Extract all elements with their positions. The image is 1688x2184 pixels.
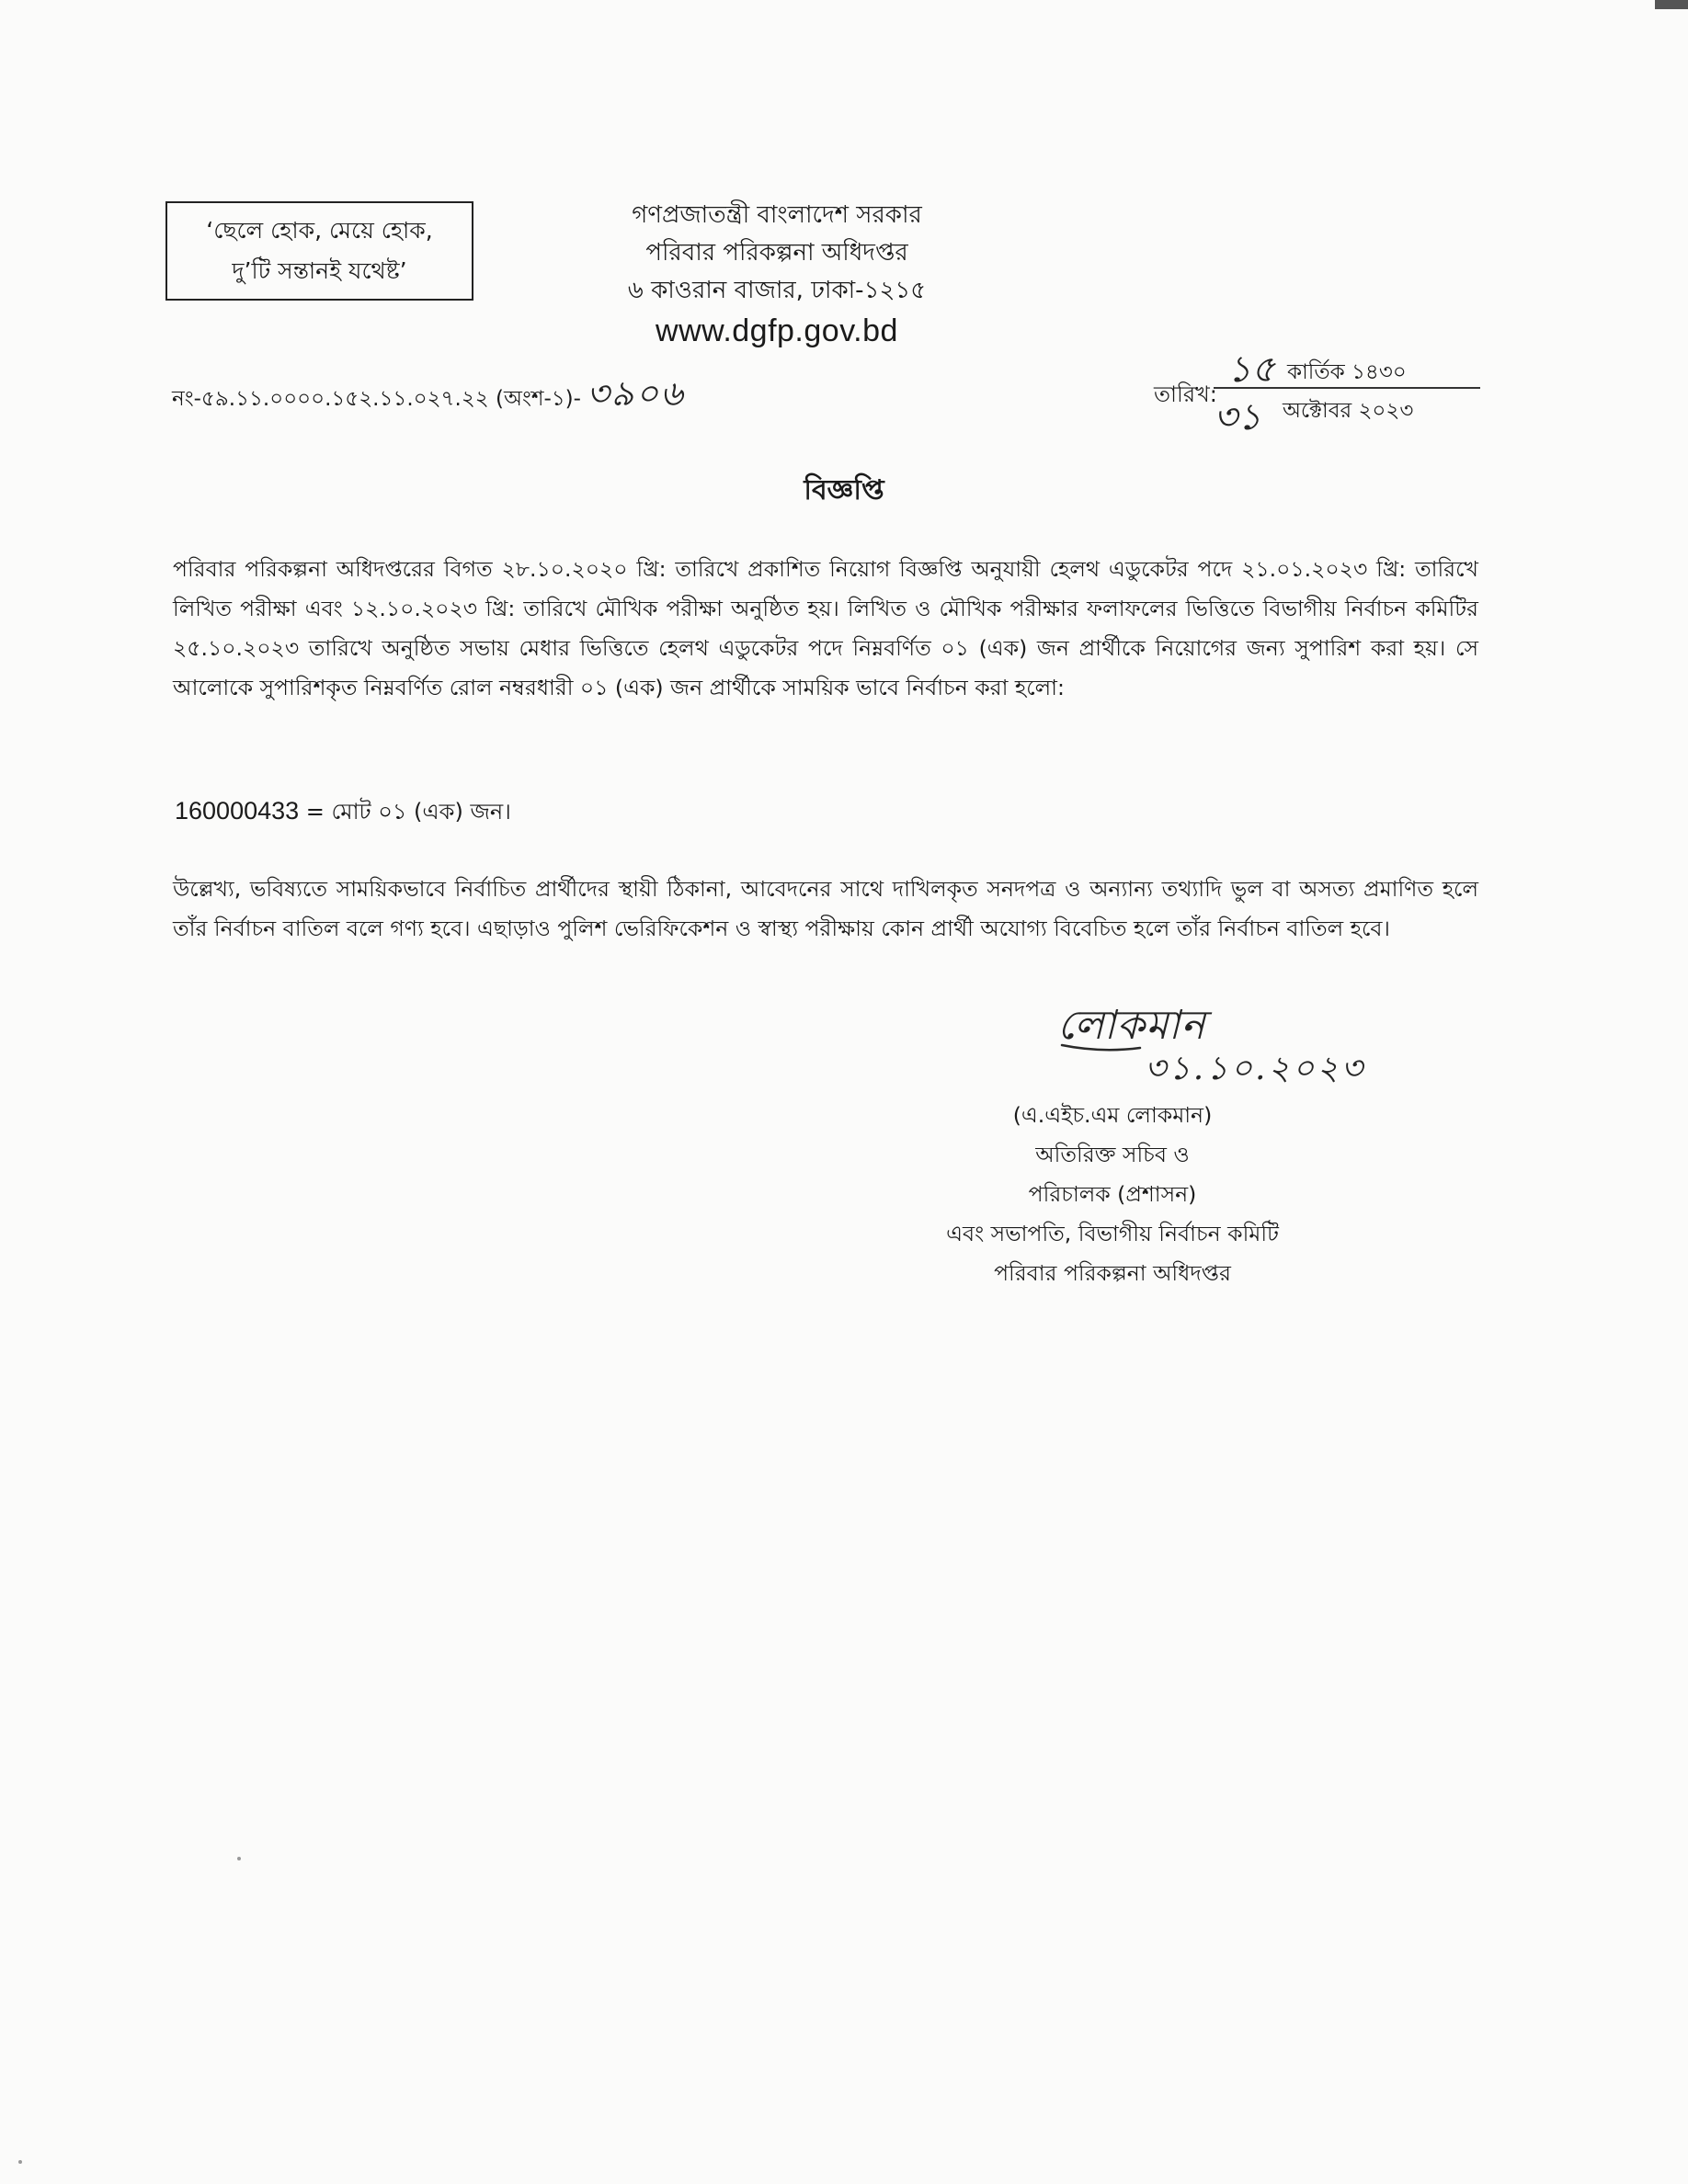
memo-handwritten-number: ৩৯০৬: [586, 373, 685, 414]
slogan-line-2: দু’টি সন্তানই যথেষ্ট’: [232, 257, 407, 284]
scan-speck: [18, 2160, 22, 2164]
date-block: [1154, 340, 1485, 438]
government-name: গণপ্রজাতন্ত্রী বাংলাদেশ সরকার: [632, 201, 922, 229]
department-name: পরিবার পরিকল্পনা অধিদপ্তর: [645, 239, 908, 267]
scan-corner-mark: [1655, 0, 1688, 9]
roll-line: [175, 791, 511, 832]
memo-number-text: নং-৫৯.১১.০০০০.১৫২.১১.০২৭.২২ (অংশ-১)-: [172, 387, 581, 411]
date-bangla-day: ১৫: [1227, 348, 1275, 391]
roll-number: 160000433: [175, 797, 300, 825]
signature-scrawl: লোকমান: [1057, 1002, 1206, 1049]
memo-number: [172, 375, 685, 417]
date-english-month-year: অক্টোবর ২০২৩: [1283, 399, 1414, 423]
website: www.dgfp.gov.bd: [656, 313, 898, 348]
signatory-name: (এ.এইচ.এম লোকমান): [1012, 1102, 1213, 1128]
letterhead: [552, 197, 1002, 352]
date-label: তারিখ:: [1154, 381, 1217, 407]
paragraph-note: উল্লেখ্য, ভবিষ্যতে সাময়িকভাবে নির্বাচিত প্রার্থীদের স্থায়ী ঠিকানা, আবেদনের সাথে দাখিলকৃত সনদপত্র ও অন্যান্য তথ্যাদি ভুল বা অসত্য প্রমাণিত হলে তাঁর নির্বাচন বাতিল বলে গণ্য হবে। এছাড়াও পুলিশ ভেরিফিকেশন ও স্বাস্থ্য পরীক্ষায় কোন প্রার্থী অযোগ্য বিবেচিত হলে তাঁর নির্বাচন বাতিল হবে।: [173, 876, 1478, 941]
signature-date: ৩১.১০.২০২৩: [1145, 1050, 1366, 1087]
roll-total: = মোট ০১ (এক) জন।: [299, 799, 511, 825]
signatory-block: [883, 1096, 1342, 1293]
date-bangla-month-year: কার্তিক ১৪৩০: [1287, 360, 1407, 384]
paragraph-main: পরিবার পরিকল্পনা অধিদপ্তরের বিগত ২৮.১০.২০২০ খ্রি: তারিখে প্রকাশিত নিয়োগ বিজ্ঞপ্তি অনুযায়ী হেলথ এডুকেটর পদে ২১.০১.২০২৩ খ্রি: তারিখে লিখিত পরীক্ষা এবং ১২.১০.২০২৩ খ্রি: তারিখে মৌখিক পরীক্ষা অনুষ্ঠিত হয়। লিখিত ও মৌখিক পরীক্ষার ফলাফলের ভিত্তিতে বিভাগীয় নির্বাচন কমিটির ২৫.১০.২০২৩ তারিখে অনুষ্ঠিত সভায় মেধার ভিত্তিতে হেলথ এডুকেটর পদে নিম্নবর্ণিত ০১ (এক) জন প্রার্থীকে নিয়োগের জন্য সুপারিশ করা হয়। সে আলোকে সুপারিশকৃত নিম্নবর্ণিত রোল নম্বরধারী ০১ (এক) জন প্রার্থীকে সাময়িক ভাবে নির্বাচন করা হলো:: [173, 556, 1478, 700]
signatory-designation-3: এবং সভাপতি, বিভাগীয় নির্বাচন কমিটি: [946, 1221, 1279, 1246]
address: ৬ কাওরান বাজার, ঢাকা-১২১৫: [627, 277, 927, 304]
date-english-day: ৩১: [1214, 396, 1261, 438]
signatory-designation-2: পরিচালক (প্রশাসন): [1028, 1181, 1197, 1207]
signatory-designation-1: অতিরিক্ত সচিব ও: [1035, 1142, 1190, 1167]
scan-speck: [237, 1857, 241, 1860]
notice-title: বিজ্ঞপ্তি: [804, 474, 884, 506]
slogan-box: [165, 201, 473, 301]
slogan-line-1: ‘ছেলে হোক, মেয়ে হোক,: [206, 217, 433, 244]
signatory-office: পরিবার পরিকল্পনা অধিদপ্তর: [994, 1260, 1231, 1286]
